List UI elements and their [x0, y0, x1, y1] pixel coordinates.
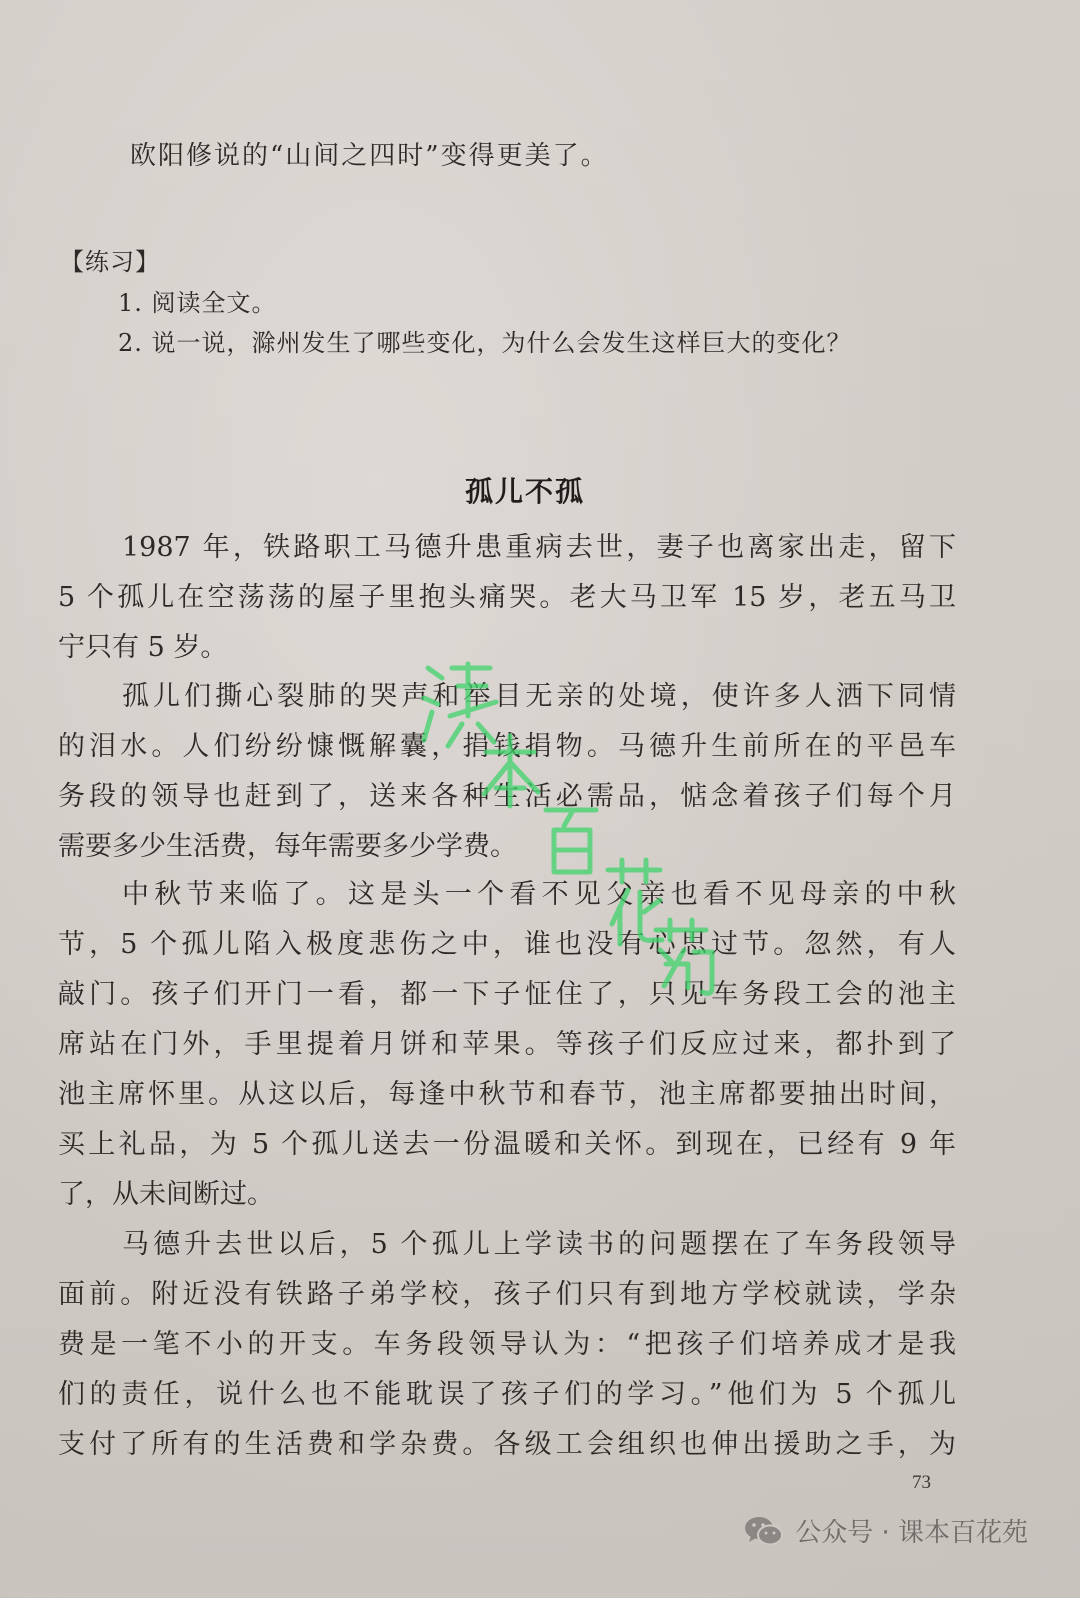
- paragraph-line: 敲门。孩子们开门一看，都一下子怔住了，只见车务段工会的池主: [58, 979, 956, 1010]
- paragraph-line: 了，从未间断过。: [58, 1179, 274, 1210]
- paragraph-line: 席站在门外，手里提着月饼和苹果。等孩子们反应过来，都扑到了: [58, 1029, 956, 1060]
- exercise-item: 1. 阅读全文。: [118, 289, 277, 317]
- wechat-icon: [743, 1514, 785, 1548]
- paragraph-line: 支付了所有的生活费和学杂费。各级工会组织也伸出援助之手，为: [58, 1429, 956, 1460]
- exercise-heading: 【练习】: [60, 248, 160, 276]
- paragraph-line: 节，5 个孤儿陷入极度悲伤之中，谁也没有心思过节。忽然，有人: [58, 929, 956, 960]
- article-title: 孤儿不孤: [465, 475, 586, 508]
- paragraph-line: 马德升去世以后，5 个孤儿上学读书的问题摆在了车务段领导: [122, 1229, 956, 1260]
- paragraph-line: 5 个孤儿在空荡荡的屋子里抱头痛哭。老大马卫军 15 岁，老五马卫: [58, 582, 956, 613]
- paragraph-line: 宁只有 5 岁。: [58, 632, 228, 663]
- exercise-item: 2. 说一说，滁州发生了哪些变化，为什么会发生这样巨大的变化？: [118, 329, 852, 357]
- paragraph-line: 面前。附近没有铁路子弟学校，孩子们只有到地方学校就读，学杂: [58, 1279, 956, 1310]
- paragraph-line: 池主席怀里。从这以后，每逢中秋节和春节，池主席都要抽出时间，: [58, 1079, 956, 1110]
- footer-watermark: [743, 1512, 1028, 1549]
- paragraph-line: 务段的领导也赶到了，送来各种生活必需品，惦念着孩子们每个月: [58, 781, 956, 812]
- footer-brand-text: 公众号 · 课本百花苑: [795, 1518, 1028, 1548]
- paragraph-line: 1987 年，铁路职工马德升患重病去世，妻子也离家出走，留下: [122, 532, 956, 563]
- paragraph-line: 费是一笔不小的开支。车务段领导认为：“把孩子们培养成才是我: [58, 1329, 956, 1360]
- paragraph-line: 孤儿们撕心裂肺的哭声和举目无亲的处境，使许多人洒下同情: [122, 681, 956, 712]
- paragraph-line: 中秋节来临了。这是头一个看不见父亲也看不见母亲的中秋: [122, 879, 956, 910]
- paragraph-line: 的泪水。人们纷纷慷慨解囊，捐钱捐物。马德升生前所在的平邑车: [58, 731, 956, 762]
- page-number: 73: [912, 1472, 931, 1493]
- paragraph-line: 们的责任，说什么也不能耽误了孩子们的学习。”他们为 5 个孤儿: [58, 1379, 956, 1410]
- intro-text-line: 欧阳修说的“山间之四时”变得更美了。: [130, 141, 609, 171]
- paragraph-line: 买上礼品，为 5 个孤儿送去一份温暖和关怀。到现在，已经有 9 年: [58, 1129, 956, 1160]
- paragraph-line: 需要多少生活费，每年需要多少学费。: [58, 831, 517, 862]
